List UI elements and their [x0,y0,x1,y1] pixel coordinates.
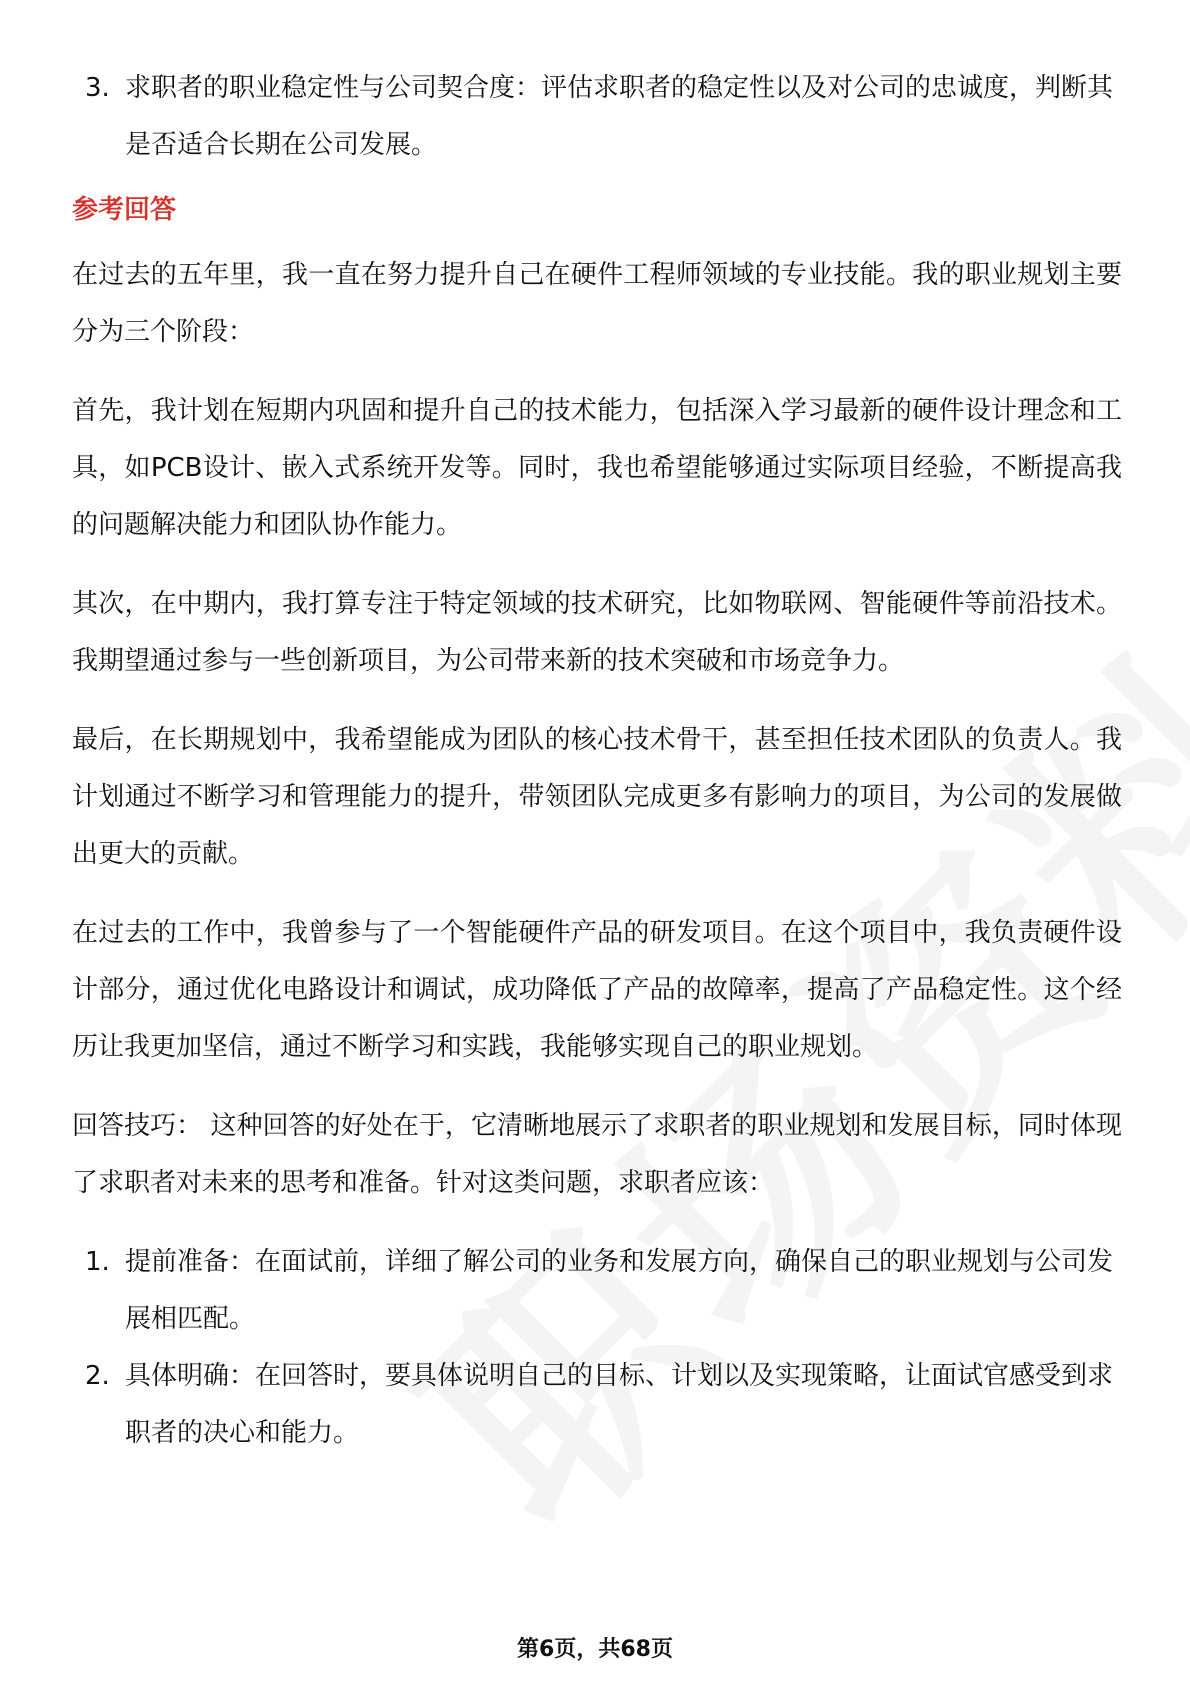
document-body [72,60,1122,1462]
paragraph: 在过去的五年里，我一直在努力提升自己在硬件工程师领域的专业技能。我的职业规划主要分为三个阶段： [72,260,1122,347]
list-text: 提前准备：在面试前，详细了解公司的业务和发展方向，确保自己的职业规划与公司发展相匹配。 [125,1247,1114,1334]
list-number: 1. [85,1247,110,1277]
list-item [72,60,1122,174]
paragraph: 最后，在长期规划中，我希望能成为团队的核心技术骨干，甚至担任技术团队的负责人。我计划通过不断学习和管理能力的提升，带领团队完成更多有影响力的项目，为公司的发展做出更大的贡献。 [72,725,1122,869]
list-text: 求职者的职业稳定性与公司契合度：评估求职者的稳定性以及对公司的忠诚度，判断其是否适合长期在公司发展。 [125,73,1114,160]
list-item [72,1348,1122,1462]
list-number: 3. [85,73,110,103]
paragraph: 在过去的工作中，我曾参与了一个智能硬件产品的研发项目。在这个项目中，我负责硬件设计部分，通过优化电路设计和调试，成功降低了产品的故障率，提高了产品稳定性。这个经历让我更加坚信，通过不断学习和实践，我能够实现自己的职业规划。 [72,918,1122,1062]
paragraph: 其次，在中期内，我打算专注于特定领域的技术研究，比如物联网、智能硬件等前沿技术。我期望通过参与一些创新项目，为公司带来新的技术突破和市场竞争力。 [72,589,1122,676]
answer-tips-paragraph: 回答技巧： 这种回答的好处在于，它清晰地展示了求职者的职业规划和发展目标，同时体现了求职者对未来的思考和准备。针对这类问题，求职者应该： [72,1111,1122,1198]
criteria-list [72,60,1122,174]
list-item [72,1234,1122,1348]
section-heading-reference-answer: 参考回答 [72,195,177,225]
paragraph: 首先，我计划在短期内巩固和提升自己的技术能力，包括深入学习最新的硬件设计理念和工具，如PCB设计、嵌入式系统开发等。同时，我也希望能够通过实际项目经验，不断提高我的问题解决能力和团队协作能力。 [72,396,1122,540]
page-footer: 第6页，共68页 [517,1637,673,1662]
tips-list [72,1234,1122,1462]
list-number: 2. [85,1361,110,1391]
list-text: 具体明确：在回答时，要具体说明自己的目标、计划以及实现策略，让面试官感受到求职者的决心和能力。 [125,1361,1114,1448]
